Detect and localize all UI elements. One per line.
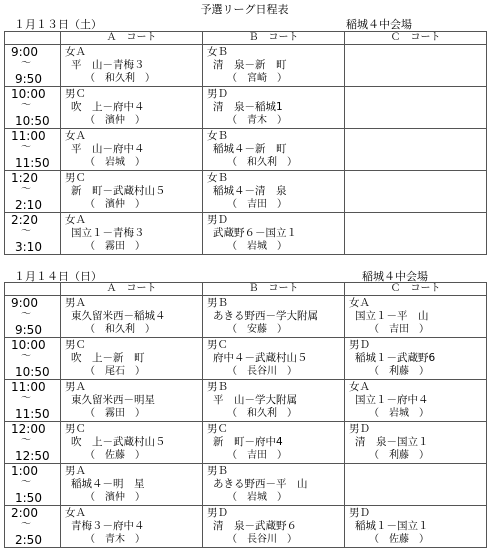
time-cell — [5, 380, 61, 422]
match-cell — [61, 296, 203, 338]
match-cell-content — [345, 464, 486, 465]
match-teams: 平 山－青梅３ — [71, 59, 145, 71]
time-separator: ～ — [21, 393, 31, 404]
match-cell — [345, 422, 487, 464]
match-cell — [203, 464, 345, 506]
header-row — [5, 32, 487, 45]
time-separator: ～ — [21, 100, 31, 111]
match-cell — [203, 506, 345, 548]
match-cell-content — [203, 422, 344, 462]
match-group: 女Ａ — [65, 46, 86, 58]
time-header — [5, 32, 61, 45]
match-referee: （ 岩城 ） — [227, 241, 287, 252]
match-referee: （ 和久利 ） — [227, 408, 297, 419]
match-group: 男Ｂ — [207, 381, 228, 393]
match-teams: 清 泉－新 町 — [213, 59, 287, 71]
start-time: 1:00 — [11, 464, 38, 478]
match-teams: 国立１－青梅３ — [71, 227, 145, 239]
start-time: 2:20 — [11, 213, 38, 227]
match-group: 男Ｃ — [65, 88, 86, 100]
match-teams: 東久留米西－明星 — [71, 394, 155, 406]
match-referee: （ 岩城 ） — [85, 157, 145, 168]
match-teams: あきる野西－学大附属 — [213, 310, 318, 322]
match-cell-content — [61, 506, 202, 546]
match-teams: 新 町－武蔵村山５ — [71, 185, 166, 197]
match-cell-content — [203, 213, 344, 253]
time-slot-row — [5, 213, 487, 255]
end-time: 3:10 — [15, 240, 42, 254]
match-cell — [61, 338, 203, 380]
time-separator: ～ — [21, 477, 31, 488]
match-teams: 清 泉－武蔵野６ — [213, 520, 297, 532]
time-header — [5, 283, 61, 296]
time-slot-row — [5, 171, 487, 213]
match-cell — [203, 422, 345, 464]
match-cell — [203, 129, 345, 171]
match-teams: 稲城４－清 泉 — [213, 185, 287, 197]
match-cell-content — [345, 45, 486, 46]
time-slot-row — [5, 380, 487, 422]
match-cell — [345, 464, 487, 506]
match-cell — [61, 213, 203, 255]
match-group: 女Ａ — [65, 507, 86, 519]
match-referee: （ 利藤 ） — [369, 450, 429, 461]
match-cell — [61, 380, 203, 422]
time-separator: ～ — [21, 142, 31, 153]
court-header: Ｃ コート — [345, 32, 487, 45]
end-time: 11:50 — [15, 407, 50, 421]
match-referee: （ 長谷川 ） — [227, 366, 297, 377]
day2-venue: 稲城４中会場 — [362, 270, 428, 283]
match-cell — [345, 506, 487, 548]
time-slot-row — [5, 506, 487, 548]
start-time: 12:00 — [11, 422, 46, 436]
time-cell — [5, 338, 61, 380]
match-cell-content — [61, 464, 202, 504]
match-referee: （ 濱仲 ） — [85, 199, 145, 210]
match-cell — [61, 171, 203, 213]
match-teams: 清 泉－稲城1 — [213, 101, 283, 113]
match-group: 女Ａ — [349, 297, 370, 309]
time-cell — [5, 45, 61, 87]
match-cell — [61, 422, 203, 464]
time-cell — [5, 506, 61, 548]
match-referee: （ 吉田 ） — [227, 199, 287, 210]
time-slot-row — [5, 45, 487, 87]
match-cell — [345, 45, 487, 87]
time-slot-row — [5, 296, 487, 338]
match-group: 男Ａ — [65, 465, 86, 477]
match-cell-content — [345, 87, 486, 88]
match-group: 男Ｂ — [207, 465, 228, 477]
match-cell-content — [345, 506, 486, 546]
time-separator: ～ — [21, 351, 31, 362]
match-cell-content — [61, 87, 202, 127]
match-referee: （ 岩城 ） — [369, 408, 429, 419]
end-time: 9:50 — [15, 72, 42, 86]
match-group: 男Ｄ — [207, 88, 228, 100]
match-teams: 清 泉－国立１ — [355, 436, 429, 448]
match-referee: （ 濱仲 ） — [85, 115, 145, 126]
end-time: 10:50 — [15, 114, 50, 128]
match-cell — [345, 129, 487, 171]
match-referee: （ 尾石 ） — [85, 366, 145, 377]
match-group: 男Ｃ — [65, 423, 86, 435]
time-separator: ～ — [21, 184, 31, 195]
match-cell-content — [203, 338, 344, 378]
match-cell — [203, 213, 345, 255]
match-teams: 府中４－武蔵村山５ — [213, 352, 308, 364]
match-teams: 稲城１－国立１ — [355, 520, 429, 532]
match-cell — [61, 45, 203, 87]
match-teams: 国立１－府中４ — [355, 394, 429, 406]
time-cell — [5, 213, 61, 255]
match-group: 女Ａ — [65, 214, 86, 226]
match-cell-content — [203, 129, 344, 169]
match-cell-content — [61, 380, 202, 420]
match-cell — [203, 296, 345, 338]
time-separator: ～ — [21, 435, 31, 446]
match-cell — [345, 87, 487, 129]
day1-schedule-table — [4, 31, 487, 255]
header-row — [5, 283, 487, 296]
match-cell — [203, 45, 345, 87]
match-cell-content — [61, 338, 202, 378]
match-cell-content — [345, 338, 486, 378]
match-teams: 平 山－府中４ — [71, 143, 145, 155]
time-cell — [5, 464, 61, 506]
start-time: 9:00 — [11, 296, 38, 310]
match-group: 女Ａ — [65, 130, 86, 142]
court-header: Ｂ コート — [203, 32, 345, 45]
day1-date: １月１３日（土） — [14, 18, 102, 31]
start-time: 10:00 — [11, 338, 46, 352]
match-cell-content — [203, 45, 344, 85]
court-header: Ｃ コート — [345, 283, 487, 296]
day2-schedule-table — [4, 282, 487, 548]
match-cell-content — [345, 422, 486, 462]
match-teams: 東久留米西－稲城４ — [71, 310, 166, 322]
match-referee: （ 霧田 ） — [85, 408, 145, 419]
match-cell-content — [345, 213, 486, 214]
match-cell — [203, 87, 345, 129]
match-teams: 稲城１－武蔵野6 — [355, 352, 436, 364]
match-cell — [345, 380, 487, 422]
match-referee: （ 霧田 ） — [85, 241, 145, 252]
match-cell — [61, 464, 203, 506]
end-time: 2:50 — [15, 533, 42, 547]
match-cell — [345, 296, 487, 338]
match-group: 男Ａ — [65, 381, 86, 393]
match-teams: 国立１－平 山 — [355, 310, 429, 322]
time-slot-row — [5, 129, 487, 171]
match-cell-content — [345, 129, 486, 130]
match-cell — [345, 171, 487, 213]
match-cell-content — [203, 87, 344, 127]
court-header: Ｂ コート — [203, 283, 345, 296]
match-group: 男Ｄ — [349, 423, 370, 435]
match-referee: （ 安藤 ） — [227, 324, 287, 335]
time-separator: ～ — [21, 226, 31, 237]
match-teams: 青梅３－府中４ — [71, 520, 145, 532]
match-referee: （ 長谷川 ） — [227, 534, 297, 545]
match-cell-content — [203, 506, 344, 546]
match-referee: （ 和久利 ） — [227, 157, 297, 168]
match-referee: （ 吉田 ） — [369, 324, 429, 335]
match-cell — [203, 380, 345, 422]
page-title: 予選リーグ日程表 — [200, 3, 289, 16]
match-group: 男Ｄ — [349, 507, 370, 519]
match-group: 女Ａ — [349, 381, 370, 393]
match-group: 男Ｂ — [207, 297, 228, 309]
match-group: 女Ｂ — [207, 130, 228, 142]
match-group: 女Ｂ — [207, 46, 228, 58]
time-cell — [5, 296, 61, 338]
start-time: 11:00 — [11, 129, 46, 143]
match-cell-content — [61, 129, 202, 169]
end-time: 9:50 — [15, 323, 42, 337]
match-group: 女Ｂ — [207, 172, 228, 184]
time-separator: ～ — [21, 309, 31, 320]
match-cell-content — [203, 380, 344, 420]
end-time: 2:10 — [15, 198, 42, 212]
time-cell — [5, 87, 61, 129]
time-slot-row — [5, 87, 487, 129]
match-referee: （ 和久利 ） — [85, 324, 155, 335]
match-teams: 武蔵野６－国立１ — [213, 227, 297, 239]
time-cell — [5, 422, 61, 464]
match-teams: 稲城４－明 星 — [71, 478, 145, 490]
match-cell-content — [61, 422, 202, 462]
match-referee: （ 濱仲 ） — [85, 492, 145, 503]
match-referee: （ 佐藤 ） — [85, 450, 145, 461]
match-cell-content — [203, 171, 344, 211]
start-time: 1:20 — [11, 171, 38, 185]
start-time: 9:00 — [11, 45, 38, 59]
match-cell-content — [345, 171, 486, 172]
match-teams: 新 町－府中4 — [213, 436, 283, 448]
match-referee: （ 吉田 ） — [227, 450, 287, 461]
match-cell-content — [61, 45, 202, 85]
start-time: 11:00 — [11, 380, 46, 394]
end-time: 12:50 — [15, 449, 50, 463]
day1-venue: 稲城４中会場 — [346, 18, 412, 31]
match-cell-content — [203, 464, 344, 504]
end-time: 10:50 — [15, 365, 50, 379]
match-teams: 吹 上－府中４ — [71, 101, 145, 113]
match-cell — [61, 87, 203, 129]
match-referee: （ 佐藤 ） — [369, 534, 429, 545]
match-teams: 吹 上－武蔵村山５ — [71, 436, 166, 448]
start-time: 2:00 — [11, 506, 38, 520]
match-cell — [203, 338, 345, 380]
match-cell — [345, 213, 487, 255]
match-referee: （ 青木 ） — [227, 115, 287, 126]
match-cell — [203, 171, 345, 213]
match-cell-content — [61, 296, 202, 336]
match-referee: （ 岩城 ） — [227, 492, 287, 503]
match-group: 男Ｃ — [65, 172, 86, 184]
time-separator: ～ — [21, 519, 31, 530]
court-header: Ａ コート — [61, 32, 203, 45]
match-cell-content — [61, 213, 202, 253]
day2-date: １月１４日（日） — [14, 270, 102, 283]
end-time: 1:50 — [15, 491, 42, 505]
match-group: 男Ｄ — [349, 339, 370, 351]
match-group: 男Ｄ — [207, 507, 228, 519]
time-slot-row — [5, 464, 487, 506]
match-teams: あきる野西－平 山 — [213, 478, 308, 490]
match-group: 男Ｄ — [207, 214, 228, 226]
match-cell-content — [345, 296, 486, 336]
match-group: 男Ａ — [65, 297, 86, 309]
match-referee: （ 宮崎 ） — [227, 73, 287, 84]
start-time: 10:00 — [11, 87, 46, 101]
court-header: Ａ コート — [61, 283, 203, 296]
match-referee: （ 和久利 ） — [85, 73, 155, 84]
end-time: 11:50 — [15, 156, 50, 170]
match-group: 男Ｃ — [207, 423, 228, 435]
match-cell — [61, 129, 203, 171]
match-cell-content — [61, 171, 202, 211]
match-cell-content — [203, 296, 344, 336]
time-separator: ～ — [21, 58, 31, 69]
match-cell — [345, 338, 487, 380]
time-cell — [5, 129, 61, 171]
time-cell — [5, 171, 61, 213]
match-teams: 吹 上－新 町 — [71, 352, 145, 364]
match-group: 男Ｃ — [65, 339, 86, 351]
time-slot-row — [5, 338, 487, 380]
match-cell-content — [345, 380, 486, 420]
match-group: 男Ｃ — [207, 339, 228, 351]
match-teams: 稲城４－新 町 — [213, 143, 287, 155]
match-referee: （ 青木 ） — [85, 534, 145, 545]
match-teams: 平 山－学大附属 — [213, 394, 297, 406]
time-slot-row — [5, 422, 487, 464]
match-cell — [61, 506, 203, 548]
match-referee: （ 利藤 ） — [369, 366, 429, 377]
